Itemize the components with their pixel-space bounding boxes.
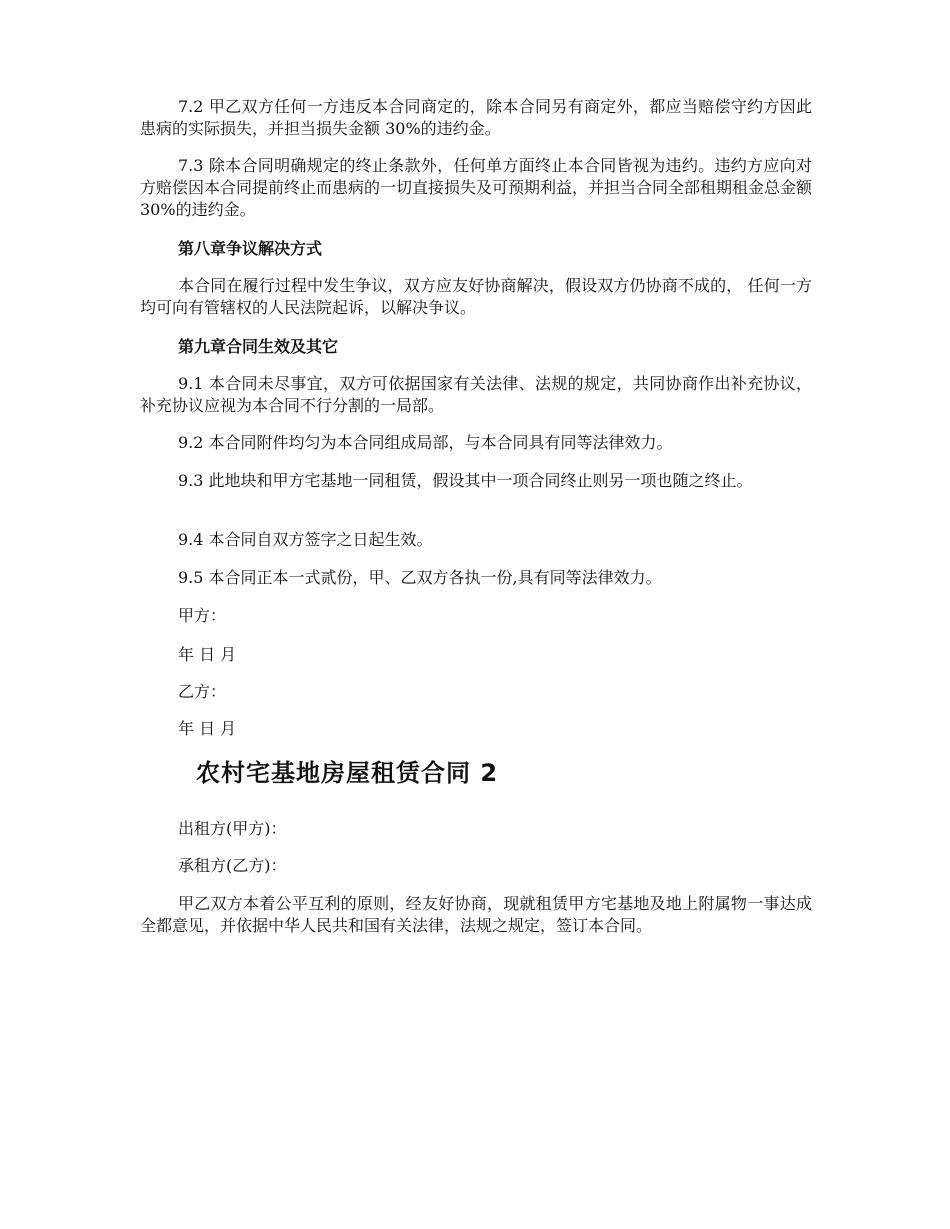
- clause-7-2: 7.2 甲乙双方任何一方违反本合同商定的，除本合同另有商定外，都应当赔偿守约方因此患病的实际损失，并担当损失金额 30%的违约金。: [140, 97, 812, 138]
- party-a-signature: 甲方：: [178, 606, 227, 625]
- party-a-date: 年 日 月: [178, 645, 237, 664]
- clause-9-1: 9.1 本合同未尽事宜，双方可依据国家有关法律、法规的规定，共同协商作出补充协议，补充协议应视为本合同不行分割的一局部。: [140, 374, 812, 415]
- clause-9-4: 9.4 本合同自双方签字之日起生效。: [178, 530, 433, 549]
- lessor-line: 出租方(甲方)：: [178, 819, 287, 838]
- clause-9-5: 9.5 本合同正本一式贰份，甲、乙双方各执一份,具有同等法律效力。: [178, 568, 662, 587]
- party-b-signature: 乙方：: [178, 682, 227, 701]
- clause-9-2: 9.2 本合同附件均匀为本合同组成局部，与本合同具有同等法律效力。: [178, 433, 673, 452]
- clause-9-3: 9.3 此地块和甲方宅基地一同租赁，假设其中一项合同终止则另一项也随之终止。: [178, 471, 753, 490]
- chapter-9-heading: 第九章合同生效及其它: [178, 337, 339, 356]
- lessee-line: 承租方(乙方)：: [178, 856, 287, 875]
- chapter-8-heading: 第八章争议解决方式: [178, 239, 323, 258]
- party-b-date: 年 日 月: [178, 719, 237, 738]
- contract-2-title: 农村宅基地房屋租赁合同 2: [196, 759, 499, 787]
- contract-2-intro: 甲乙双方本着公平互利的原则，经友好协商，现就租赁甲方宅基地及地上附属物一事达成全都意见，并依据中华人民共和国有关法律，法规之规定，签订本合同。: [140, 894, 812, 935]
- chapter-8-paragraph: 本合同在履行过程中发生争议，双方应友好协商解决，假设双方仍协商不成的， 任何一方均可向有管辖权的人民法院起诉，以解决争议。: [140, 276, 812, 317]
- clause-7-3: 7.3 除本合同明确规定的终止条款外，任何单方面终止本合同皆视为违约。违约方应向对方赔偿因本合同提前终止而患病的一切直接损失及可预期利益，并担当合同全部租期租金总金额 30%的违约金。: [140, 156, 813, 219]
